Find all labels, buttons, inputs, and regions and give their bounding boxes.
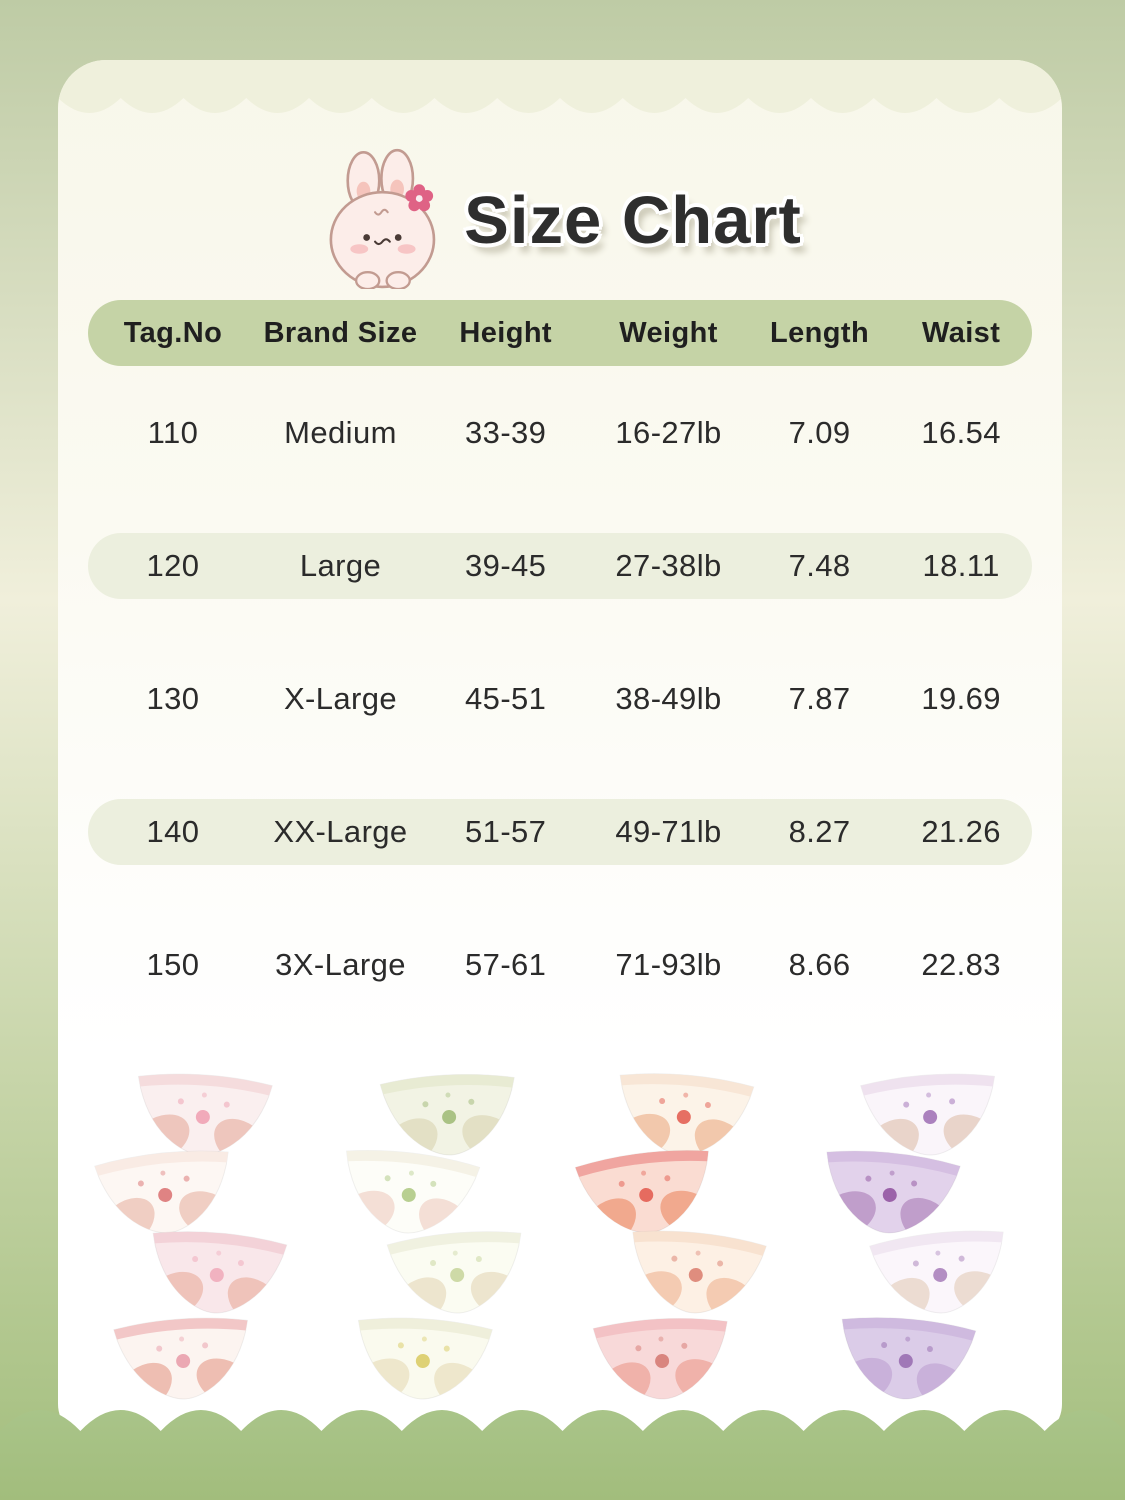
product-photos [80, 1063, 1040, 1418]
photo-set-pink [80, 1063, 315, 1415]
table-row [88, 932, 1032, 998]
table-cell: 120 [146, 548, 200, 583]
table-cell: Medium [284, 415, 397, 450]
table-cell: 110 [147, 415, 199, 450]
table-cell: 51-57 [465, 814, 547, 849]
table-cell: 22.83 [921, 947, 1001, 982]
table-cell: 140 [146, 814, 200, 849]
table-cell: 49-71lb [615, 814, 722, 849]
table-cell: 16-27lb [615, 415, 722, 450]
table-cell: 7.48 [788, 548, 851, 583]
photo-set-peach [563, 1063, 798, 1415]
table-cell: 130 [146, 681, 200, 716]
column-header-weight: Weight [619, 316, 718, 349]
column-header-height: Height [459, 316, 552, 349]
table-cell: X-Large [283, 681, 398, 716]
table-cell: XX-Large [273, 814, 408, 849]
table-cell: 150 [146, 947, 200, 982]
scalloped-bottom-edge [0, 1395, 1125, 1500]
table-cell: 3X-Large [275, 947, 406, 982]
table-cell: 57-61 [465, 947, 547, 982]
table-header-row [88, 300, 1032, 366]
table-cell: 71-93lb [615, 947, 722, 982]
column-header-brand-size: Brand Size [263, 316, 418, 349]
page-title: Size Chart [464, 182, 802, 258]
table-cell: 39-45 [465, 548, 547, 583]
scalloped-top-edge [58, 60, 1062, 116]
column-header-waist: Waist [922, 316, 1001, 349]
title-section [58, 145, 1062, 295]
table-cell: 19.69 [921, 681, 1001, 716]
table-cell: 18.11 [922, 548, 1000, 583]
size-chart-table [88, 300, 1032, 1065]
bunny-icon [318, 147, 450, 289]
table-cell: 7.87 [788, 681, 851, 716]
table-row [88, 400, 1032, 466]
column-header-tag-no: Tag.No [123, 316, 223, 349]
table-cell: Large [299, 548, 382, 583]
photo-set-green [322, 1063, 557, 1415]
size-chart-card [58, 60, 1062, 1440]
table-cell: 33-39 [465, 415, 547, 450]
table-cell: 8.66 [788, 947, 851, 982]
table-cell: 8.27 [788, 814, 851, 849]
table-row [88, 666, 1032, 732]
table-cell: 45-51 [465, 681, 547, 716]
table-row [88, 533, 1032, 599]
photo-set-purple [805, 1063, 1040, 1415]
column-header-length: Length [770, 316, 870, 349]
table-body [88, 400, 1032, 998]
table-cell: 38-49lb [615, 681, 722, 716]
table-cell: 21.26 [921, 814, 1001, 849]
table-row [88, 799, 1032, 865]
table-cell: 27-38lb [615, 548, 722, 583]
table-cell: 16.54 [921, 415, 1001, 450]
table-cell: 7.09 [788, 415, 851, 450]
